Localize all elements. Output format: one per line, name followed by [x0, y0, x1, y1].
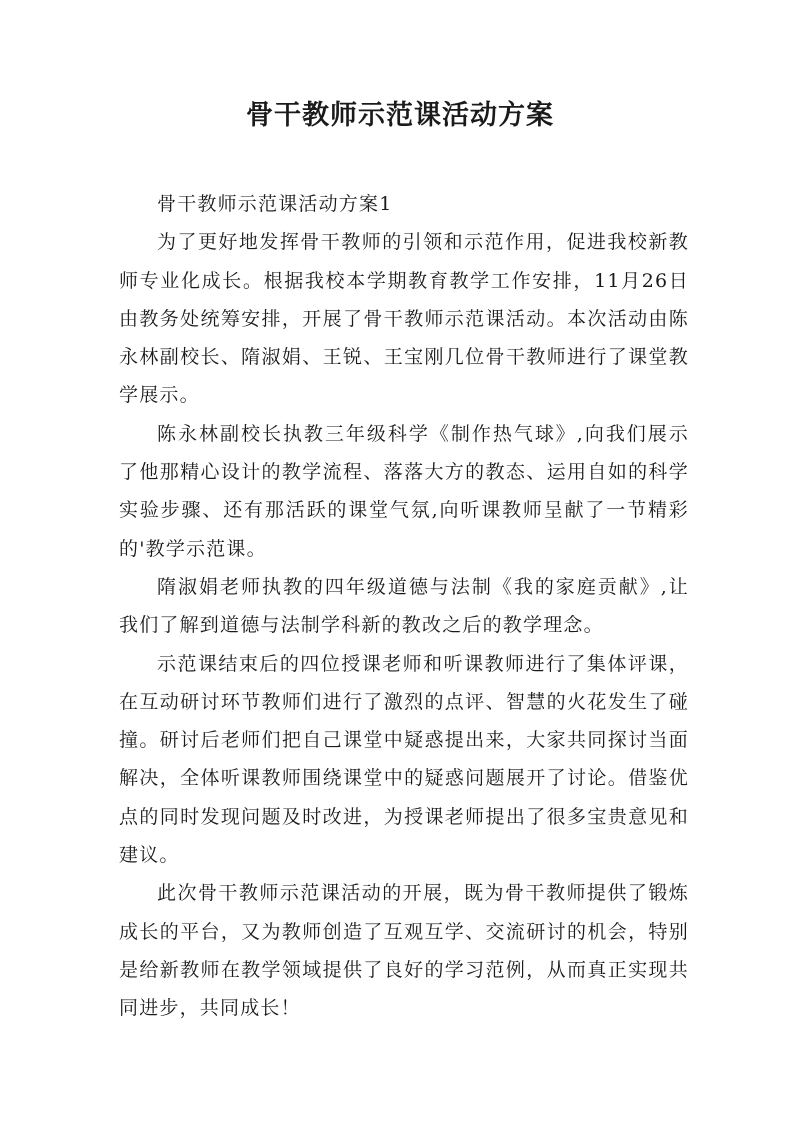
document-body: [119, 185, 689, 1028]
paragraph-2: 陈永林副校长执教三年级科学《制作热气球》,向我们展示了他那精心设计的教学流程、落落大方的教态、运用自如的科学实验步骤、还有那活跃的课堂气氛,向听课教师呈献了一节精彩的'教学示范课。: [119, 422, 689, 560]
section-heading: 骨干教师示范课活动方案1: [157, 193, 393, 215]
paragraph-1: 为了更好地发挥骨干教师的引领和示范作用，促进我校新教师专业化成长。根据我校本学期教育教学工作安排，11月26日由教务处统筹安排，开展了骨干教师示范课活动。本次活动由陈永林副校长、隋淑娟、王锐、王宝刚几位骨干教师进行了课堂教学展示。: [119, 231, 689, 407]
paragraph-5: 此次骨干教师示范课活动的开展，既为骨干教师提供了锻炼成长的平台，又为教师创造了互观互学、交流研讨的机会，特别是给新教师在教学领域提供了良好的学习范例，从而真正实现共同进步，共同成长！: [119, 882, 689, 1020]
paragraph-4: 示范课结束后的四位授课老师和听课教师进行了集体评课，在互动研讨环节教师们进行了激烈的点评、智慧的火花发生了碰撞。研讨后老师们把自己课堂中疑惑提出来，大家共同探讨当面解决，全体听课教师围绕课堂中的疑惑问题展开了讨论。借鉴优点的同时发现问题及时改进，为授课老师提出了很多宝贵意见和建议。: [119, 652, 689, 867]
document-title: 骨干教师示范课活动方案: [246, 100, 554, 131]
paragraph-3: 隋淑娟老师执教的四年级道德与法制《我的家庭贡献》,让我们了解到道德与法制学科新的教改之后的教学理念。: [119, 575, 689, 637]
